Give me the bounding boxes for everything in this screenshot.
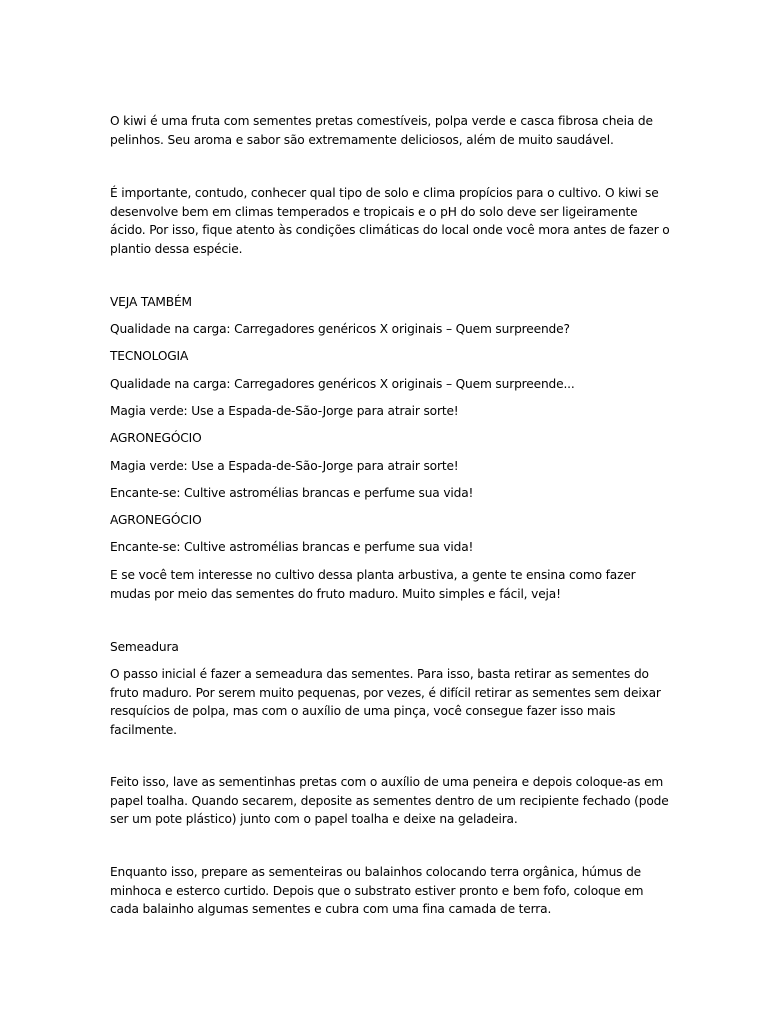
section-heading: Semeadura xyxy=(110,640,179,654)
related-link[interactable]: Qualidade na carga: Carregadores genéricos X originais – Quem surpreende? xyxy=(110,322,570,336)
related-link[interactable]: Encante-se: Cultive astromélias brancas e perfume sua vida! xyxy=(110,540,474,554)
body-paragraph-3: Enquanto isso, prepare as sementeiras ou balainhos colocando terra orgânica, húmus de minhoca e esterco curtido. Depois que o substrato estiver pronto e bem fofo, coloque em cada balainho algumas sementes e cubra com uma fina camada de terra. xyxy=(110,865,644,917)
body-paragraph-1: O passo inicial é fazer a semeadura das sementes. Para isso, basta retirar as sementes do fruto maduro. Por serem muito pequenas, por vezes, é difícil retirar as sementes sem deixar resquícios de polpa, mas com o auxílio de uma pinça, você consegue fazer isso mais facilmente. xyxy=(110,667,661,737)
intro-paragraph-2: É importante, contudo, conhecer qual tipo de solo e clima propícios para o cultivo. O kiwi se desenvolve bem em climas temperados e tropicais e o pH do solo deve ser ligeiramente ácido. Por isso, fique atento às condições climáticas do local onde você mora antes de fazer o plantio dessa espécie. xyxy=(110,186,670,256)
transition-paragraph: E se você tem interesse no cultivo dessa planta arbustiva, a gente te ensina como fazer mudas por meio das sementes do fruto maduro. Muito simples e fácil, veja! xyxy=(110,568,636,601)
related-category: AGRONEGÓCIO xyxy=(110,513,202,527)
intro-paragraph-1: O kiwi é uma fruta com sementes pretas comestíveis, polpa verde e casca fibrosa cheia de pelinhos. Seu aroma e sabor são extremamente deliciosos, além de muito saudável. xyxy=(110,114,653,147)
related-category: AGRONEGÓCIO xyxy=(110,431,202,445)
related-link[interactable]: Magia verde: Use a Espada-de-São-Jorge para atrair sorte! xyxy=(110,459,459,473)
body-paragraph-2: Feito isso, lave as sementinhas pretas com o auxílio de uma peneira e depois coloque-as em papel toalha. Quando secarem, deposite as sementes dentro de um recipiente fechado (pode ser um pote plástico) junto com o papel toalha e deixe na geladeira. xyxy=(110,775,669,827)
related-link[interactable]: Magia verde: Use a Espada-de-São-Jorge para atrair sorte! xyxy=(110,404,459,418)
related-link[interactable]: Encante-se: Cultive astromélias brancas e perfume sua vida! xyxy=(110,486,474,500)
related-category: TECNOLOGIA xyxy=(110,349,189,363)
related-link[interactable]: Qualidade na carga: Carregadores genéricos X originais – Quem surpreende... xyxy=(110,377,575,391)
related-heading: VEJA TAMBÉM xyxy=(110,295,192,309)
